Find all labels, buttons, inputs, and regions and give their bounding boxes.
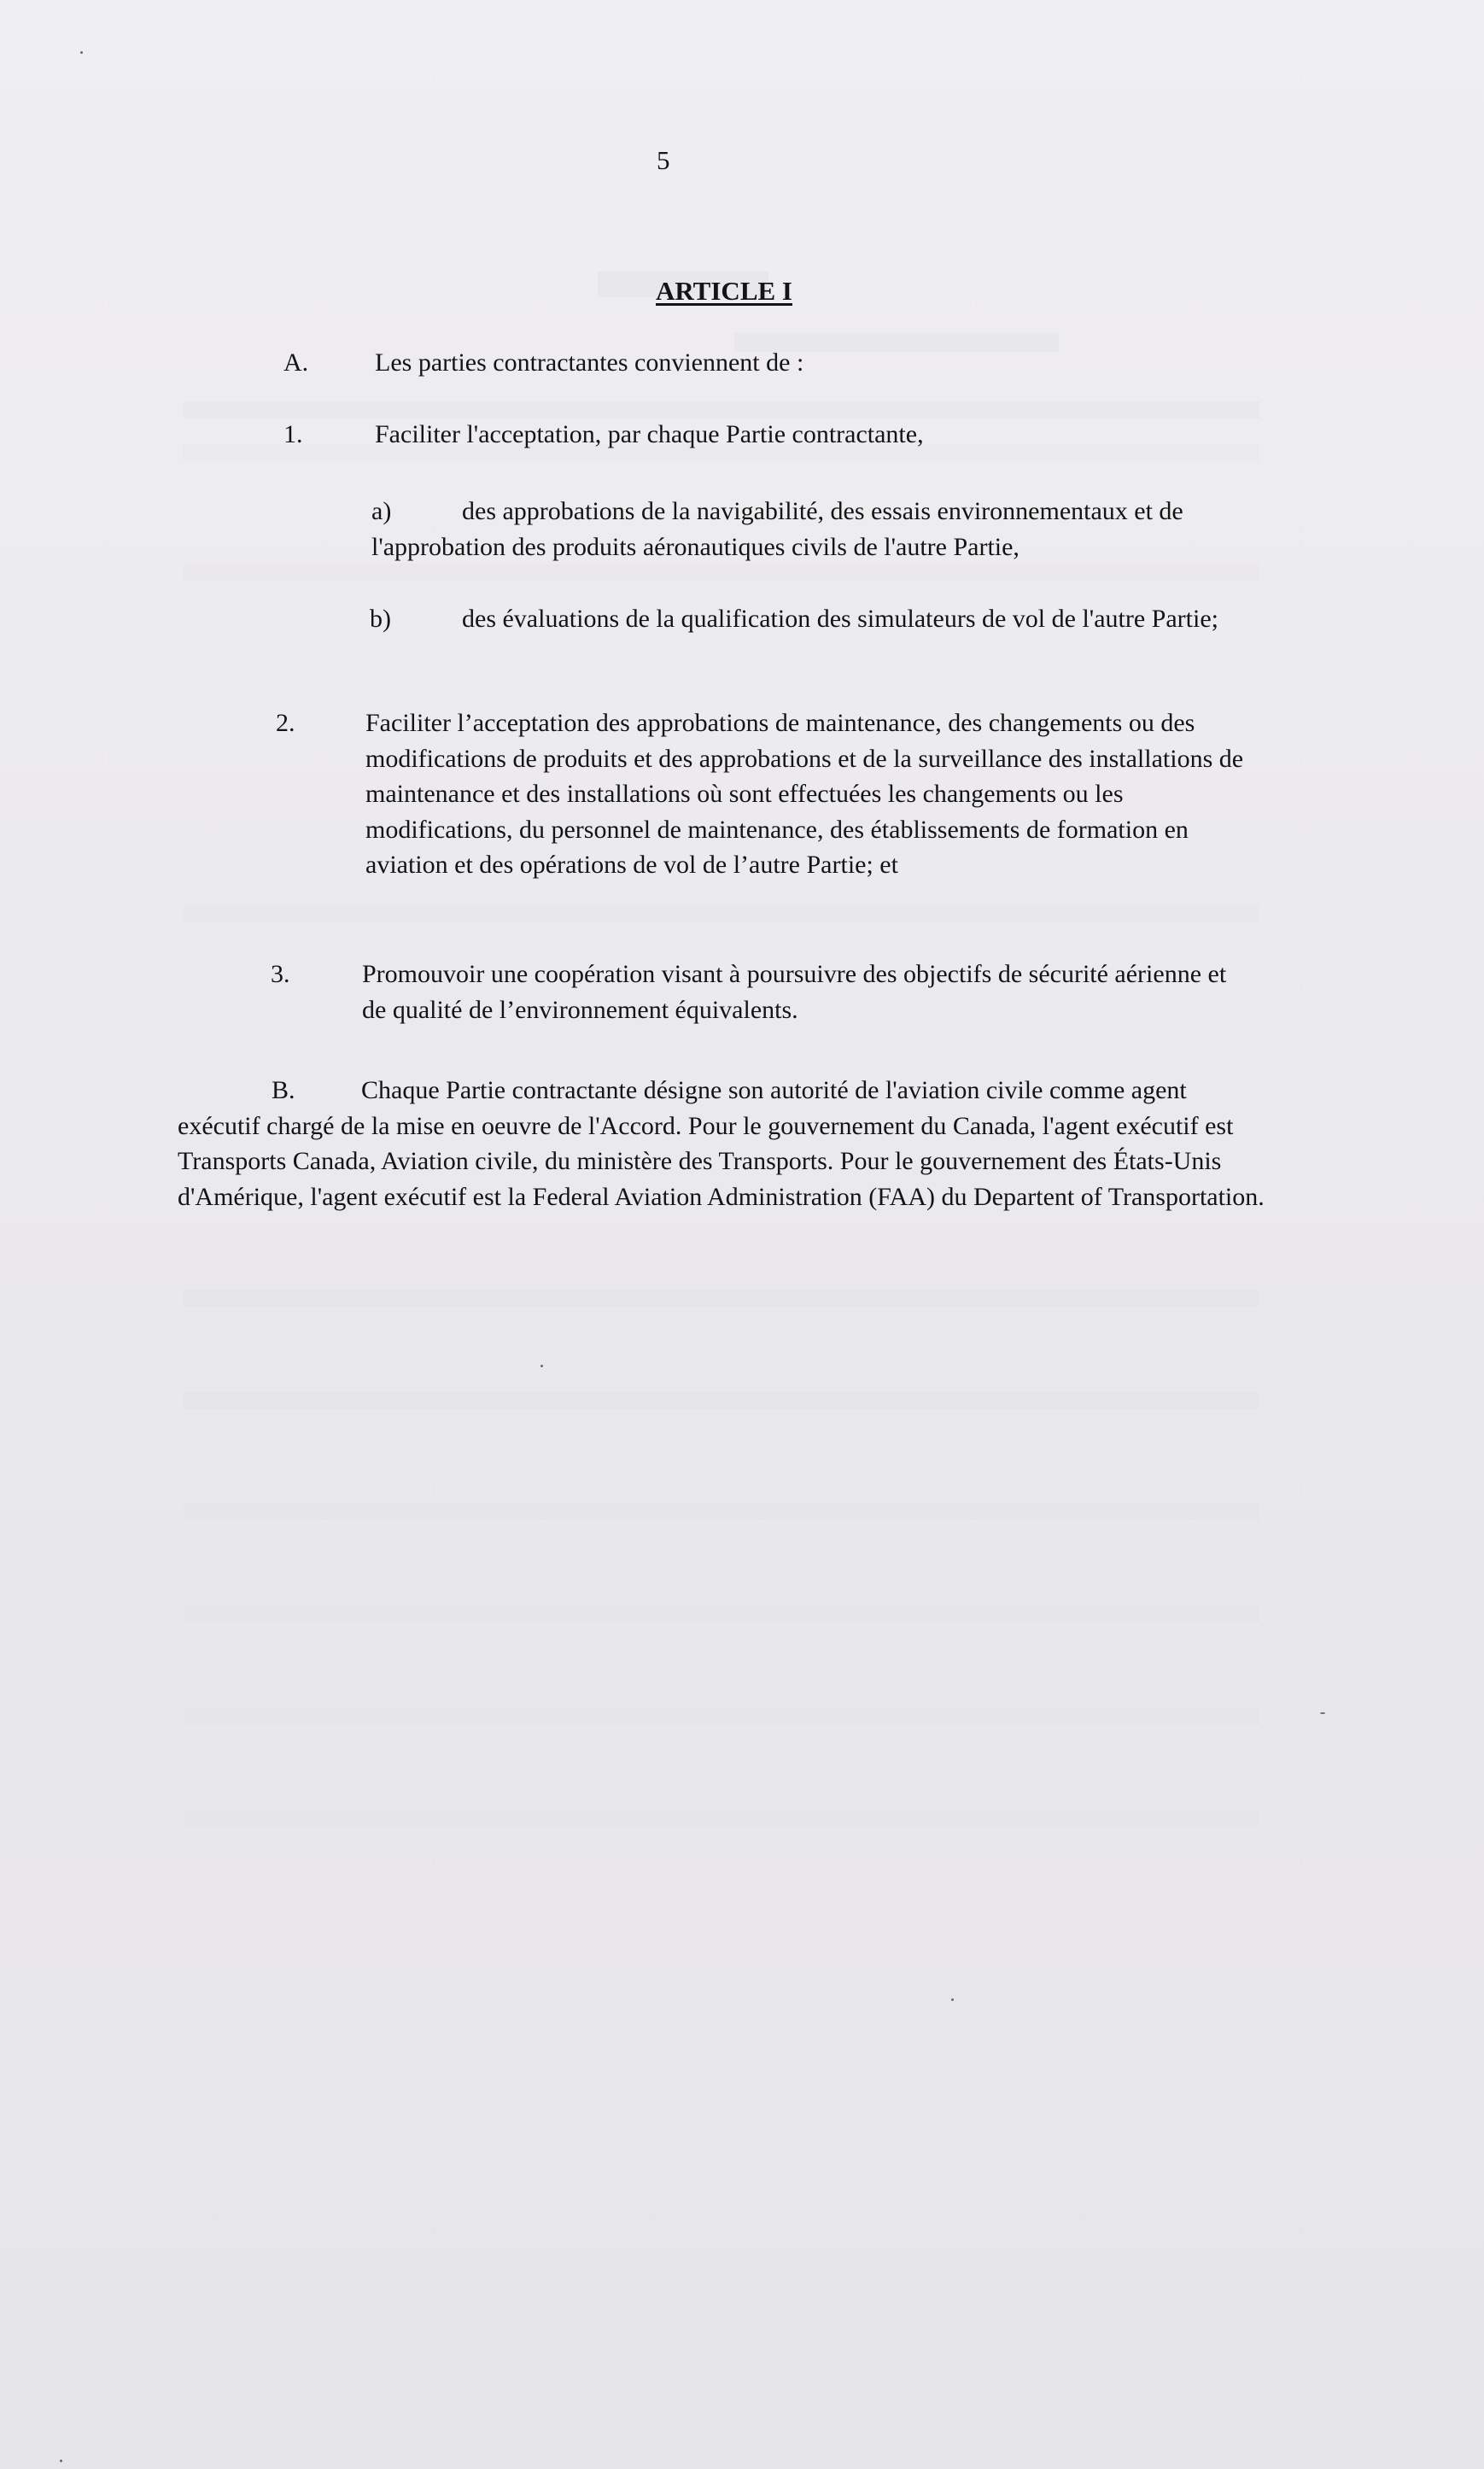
page-number: 5 — [657, 145, 670, 175]
item-1-marker: 1. — [283, 420, 303, 448]
item-2-text: Faciliter l’acceptation des approbations de maintenance, des changements ou des modifications de produits et des approbations et de la surveillance des installations de maintenance et des installations où sont effectuées les changements ou les modifications, du personnel de maintenance, des établissements de formation en aviation et des opérations de vol de l’autre Partie; et — [365, 709, 1244, 879]
section-a-intro: Les parties contractantes conviennent de : — [375, 348, 804, 377]
section-b-text: Chaque Partie contractante désigne son autorité de l'aviation civile comme agent exécutif chargé de la mise en oeuvre de l'Accord. Pour le gouvernement du Canada, l'agent exécutif est Transports Canada, Aviation civile, du ministère des Transports. Pour le gouvernement des États-Unis d'Amérique, l'agent exécutif est la Federal Aviation Administration (FAA) du Departent of Transportation. — [178, 1076, 1265, 1211]
item-3-text: Promouvoir une coopération visant à poursuivre des objectifs de sécurité aérienne et de qualité de l’environnement équivalents. — [362, 960, 1227, 1024]
subitem-a-text: des approbations de la navigabilité, des essais environnementaux et de l'approbation des produits aéronautiques civils de l'autre Partie, — [371, 497, 1183, 561]
scan-speck — [951, 1998, 954, 2001]
subitem-b-text: des évaluations de la qualification des simulateurs de vol de l'autre Partie; — [462, 605, 1218, 633]
scan-speck — [540, 1365, 543, 1367]
subitem-b-marker: b) — [370, 605, 391, 633]
section-a-marker: A. — [283, 348, 309, 377]
item-3-marker: 3. — [271, 960, 290, 988]
item-1-text: Faciliter l'acceptation, par chaque Partie contractante, — [375, 420, 924, 448]
section-b-marker: B. — [272, 1076, 295, 1104]
article-title: ARTICLE I — [656, 276, 792, 306]
subitem-a-marker: a) — [371, 497, 392, 525]
scan-speck — [1320, 1712, 1325, 1714]
scan-speck — [80, 51, 83, 54]
item-2-marker: 2. — [276, 709, 295, 737]
scan-speck — [60, 2460, 62, 2462]
